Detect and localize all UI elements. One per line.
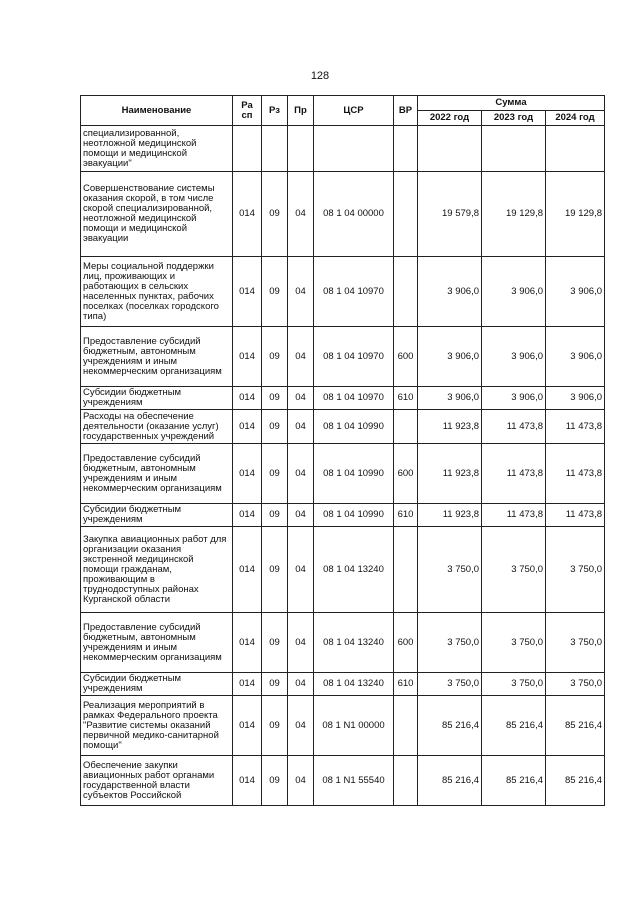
row-csr-cell: 08 1 04 10970 <box>314 257 394 327</box>
row-csr-cell <box>314 126 394 172</box>
row-vr-cell <box>394 410 418 444</box>
row-2022-cell: 85 216,4 <box>418 756 482 806</box>
row-2024-cell: 3 906,0 <box>546 387 605 410</box>
row-rasp-cell <box>233 126 262 172</box>
row-2023-cell <box>482 126 546 172</box>
row-vr-cell: 610 <box>394 673 418 696</box>
header-vr: ВР <box>394 96 418 126</box>
row-2023-cell: 3 906,0 <box>482 257 546 327</box>
row-2024-cell: 11 473,8 <box>546 410 605 444</box>
row-rz-cell: 09 <box>262 613 288 673</box>
row-2024-cell: 3 750,0 <box>546 673 605 696</box>
row-rasp-cell: 014 <box>233 410 262 444</box>
row-rz-cell: 09 <box>262 756 288 806</box>
header-2023: 2023 год <box>482 111 546 126</box>
header-rz: Рз <box>262 96 288 126</box>
row-pr-cell: 04 <box>288 257 314 327</box>
row-pr-cell: 04 <box>288 172 314 257</box>
row-2022-cell: 3 750,0 <box>418 673 482 696</box>
row-2022-cell: 11 923,8 <box>418 444 482 504</box>
row-2023-cell: 3 906,0 <box>482 387 546 410</box>
row-name-cell: Субсидии бюджетным учреждениям <box>81 673 233 696</box>
row-rz-cell: 09 <box>262 673 288 696</box>
row-vr-cell <box>394 257 418 327</box>
row-2023-cell: 11 473,8 <box>482 444 546 504</box>
table-row <box>81 504 605 527</box>
row-rz-cell: 09 <box>262 327 288 387</box>
row-2023-cell: 11 473,8 <box>482 410 546 444</box>
row-2024-cell: 3 750,0 <box>546 613 605 673</box>
row-2023-cell: 3 750,0 <box>482 527 546 613</box>
table-body <box>81 126 605 806</box>
table-row <box>81 410 605 444</box>
header-rasp: Ра сп <box>233 96 262 126</box>
header-2022: 2022 год <box>418 111 482 126</box>
row-name-cell: Предоставление субсидий бюджетным, автономным учреждениям и иным некоммерческим организациям <box>81 444 233 504</box>
row-vr-cell <box>394 126 418 172</box>
row-name-cell: Субсидии бюджетным учреждениям <box>81 504 233 527</box>
row-csr-cell: 08 1 04 00000 <box>314 172 394 257</box>
row-name-cell: Расходы на обеспечение деятельности (оказание услуг) государственных учреждений <box>81 410 233 444</box>
row-name-cell: Субсидии бюджетным учреждениям <box>81 387 233 410</box>
row-rasp-cell: 014 <box>233 387 262 410</box>
row-2024-cell: 3 906,0 <box>546 327 605 387</box>
table-row <box>81 673 605 696</box>
header-pr: Пр <box>288 96 314 126</box>
row-vr-cell: 600 <box>394 444 418 504</box>
row-2022-cell: 19 579,8 <box>418 172 482 257</box>
budget-table <box>80 95 605 806</box>
row-2024-cell: 11 473,8 <box>546 444 605 504</box>
row-2022-cell <box>418 126 482 172</box>
table-row <box>81 172 605 257</box>
row-rasp-cell: 014 <box>233 527 262 613</box>
table-row <box>81 756 605 806</box>
row-vr-cell: 600 <box>394 613 418 673</box>
row-rasp-cell: 014 <box>233 696 262 756</box>
row-2022-cell: 3 750,0 <box>418 527 482 613</box>
row-name-cell: Совершенствование системы оказания скорой, в том числе скорой специализированной, неотложной медицинской помощи и медицинской эвакуации <box>81 172 233 257</box>
row-csr-cell: 08 1 04 10970 <box>314 387 394 410</box>
row-pr-cell: 04 <box>288 444 314 504</box>
row-rasp-cell: 014 <box>233 756 262 806</box>
header-csr: ЦСР <box>314 96 394 126</box>
row-csr-cell: 08 1 04 13240 <box>314 673 394 696</box>
table-row <box>81 257 605 327</box>
row-vr-cell <box>394 172 418 257</box>
row-vr-cell: 610 <box>394 387 418 410</box>
row-2023-cell: 85 216,4 <box>482 696 546 756</box>
row-rz-cell: 09 <box>262 410 288 444</box>
page-number: 128 <box>310 70 330 82</box>
row-vr-cell: 600 <box>394 327 418 387</box>
header-sum: Сумма <box>418 96 605 111</box>
row-name-cell: Предоставление субсидий бюджетным, автономным учреждениям и иным некоммерческим организациям <box>81 613 233 673</box>
row-rz-cell: 09 <box>262 257 288 327</box>
row-rz-cell: 09 <box>262 504 288 527</box>
row-2024-cell: 19 129,8 <box>546 172 605 257</box>
row-csr-cell: 08 1 N1 55540 <box>314 756 394 806</box>
row-csr-cell: 08 1 04 10990 <box>314 444 394 504</box>
row-rasp-cell: 014 <box>233 504 262 527</box>
row-pr-cell: 04 <box>288 527 314 613</box>
row-rasp-cell: 014 <box>233 172 262 257</box>
table-row <box>81 696 605 756</box>
row-2022-cell: 3 906,0 <box>418 387 482 410</box>
row-name-cell: Обеспечение закупки авиационных работ органами государственной власти субъектов Российской <box>81 756 233 806</box>
row-2023-cell: 85 216,4 <box>482 756 546 806</box>
row-2023-cell: 19 129,8 <box>482 172 546 257</box>
row-2023-cell: 3 906,0 <box>482 327 546 387</box>
row-pr-cell: 04 <box>288 387 314 410</box>
row-name-cell: Предоставление субсидий бюджетным, автономным учреждениям и иным некоммерческим организациям <box>81 327 233 387</box>
row-vr-cell: 610 <box>394 504 418 527</box>
row-pr-cell: 04 <box>288 410 314 444</box>
header-2024: 2024 год <box>546 111 605 126</box>
row-vr-cell <box>394 696 418 756</box>
row-pr-cell: 04 <box>288 756 314 806</box>
row-2023-cell: 3 750,0 <box>482 673 546 696</box>
table-row <box>81 327 605 387</box>
table-row <box>81 613 605 673</box>
table-row <box>81 387 605 410</box>
row-2024-cell <box>546 126 605 172</box>
row-2022-cell: 3 750,0 <box>418 613 482 673</box>
table-row <box>81 444 605 504</box>
row-name-cell: специализированной, неотложной медицинской помощи и медицинской эвакуации" <box>81 126 233 172</box>
row-name-cell: Закупка авиационных работ для организации оказания экстренной медицинской помощи гражданам, проживающим в труднодоступных районах Курганской области <box>81 527 233 613</box>
row-pr-cell: 04 <box>288 613 314 673</box>
row-name-cell: Реализация мероприятий в рамках Федерального проекта "Развитие системы оказаний первичной медико-санитарной помощи" <box>81 696 233 756</box>
row-rasp-cell: 014 <box>233 327 262 387</box>
row-2022-cell: 85 216,4 <box>418 696 482 756</box>
row-2023-cell: 11 473,8 <box>482 504 546 527</box>
row-rasp-cell: 014 <box>233 613 262 673</box>
row-rz-cell <box>262 126 288 172</box>
row-rz-cell: 09 <box>262 444 288 504</box>
row-2024-cell: 11 473,8 <box>546 504 605 527</box>
row-pr-cell: 04 <box>288 696 314 756</box>
row-rz-cell: 09 <box>262 172 288 257</box>
row-vr-cell <box>394 527 418 613</box>
row-rasp-cell: 014 <box>233 257 262 327</box>
row-rasp-cell: 014 <box>233 444 262 504</box>
row-2022-cell: 11 923,8 <box>418 410 482 444</box>
table-row <box>81 126 605 172</box>
row-pr-cell: 04 <box>288 504 314 527</box>
row-name-cell: Меры социальной поддержки лиц, проживающих и работающих в сельских населенных пунктах, рабочих поселках (поселках городского типа) <box>81 257 233 327</box>
row-csr-cell: 08 1 04 13240 <box>314 527 394 613</box>
table-row <box>81 527 605 613</box>
row-csr-cell: 08 1 04 10970 <box>314 327 394 387</box>
row-vr-cell <box>394 756 418 806</box>
row-pr-cell <box>288 126 314 172</box>
row-2024-cell: 85 216,4 <box>546 756 605 806</box>
row-2022-cell: 3 906,0 <box>418 257 482 327</box>
row-2024-cell: 3 750,0 <box>546 527 605 613</box>
row-csr-cell: 08 1 04 10990 <box>314 410 394 444</box>
row-csr-cell: 08 1 04 10990 <box>314 504 394 527</box>
row-2024-cell: 3 906,0 <box>546 257 605 327</box>
row-rz-cell: 09 <box>262 527 288 613</box>
row-2023-cell: 3 750,0 <box>482 613 546 673</box>
row-csr-cell: 08 1 04 13240 <box>314 613 394 673</box>
row-2022-cell: 11 923,8 <box>418 504 482 527</box>
row-rz-cell: 09 <box>262 696 288 756</box>
row-rz-cell: 09 <box>262 387 288 410</box>
row-pr-cell: 04 <box>288 673 314 696</box>
row-2022-cell: 3 906,0 <box>418 327 482 387</box>
row-rasp-cell: 014 <box>233 673 262 696</box>
row-csr-cell: 08 1 N1 00000 <box>314 696 394 756</box>
header-name: Наименование <box>81 96 233 126</box>
row-pr-cell: 04 <box>288 327 314 387</box>
row-2024-cell: 85 216,4 <box>546 696 605 756</box>
